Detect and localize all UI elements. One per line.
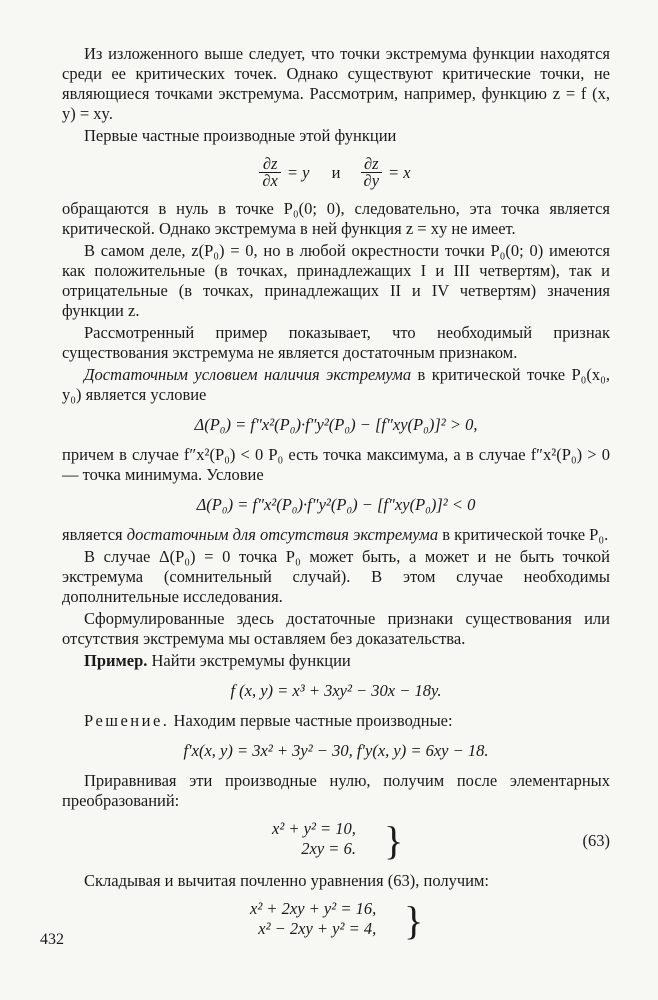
italic-term: достаточным для отсутствия экстремума xyxy=(126,525,439,544)
right-brace: } xyxy=(404,898,424,943)
system-lines xyxy=(250,899,376,939)
paragraph-7: причем в случае f″x²(P₀) < 0 P₀ есть точка максимума, а в случае f″x²(P₀) > 0 — точка минимума. Условие xyxy=(62,445,610,484)
paragraph-8-end: в критической точке P₀. xyxy=(438,525,609,544)
conjunction: и xyxy=(331,162,341,182)
page-number: 432 xyxy=(40,931,64,948)
formula-absence-condition: Δ(P₀) = f″x²(P₀)·f″y²(P₀) − [f″xy(P₀)]² < 0 xyxy=(196,495,476,514)
equation-rhs: = y xyxy=(286,162,310,182)
paragraph-10: Сформулированные здесь достаточные признаки существования или отсутствия экстремума мы оставляем без доказательства. xyxy=(62,609,610,648)
paragraph-5: Рассмотренный пример показывает, что необходимый признак существования экстремума не является достаточным признаком. xyxy=(62,323,610,362)
paragraph-2: Первые частные производные этой функции xyxy=(84,126,397,145)
paragraph-6-rest: в критической точке P₀(x₀, y₀) является условие xyxy=(62,365,611,404)
paragraph-4: В самом деле, z(P₀) = 0, но в любой окрестности точки P₀(0; 0) имеются как положительные (в точках, принадлежащих I и III четвертям), так и отрицательные (в точках, принадлежащих II и IV четвертям) значения функции z. xyxy=(62,241,610,320)
paragraph-1: Из изложенного выше следует, что точки экстремума функции находятся среди ее критических точек. Однако существуют критические точки, не являющиеся точками экстремума. Рассмотрим, например, функцию z = f (x, y) = xy. xyxy=(62,44,610,123)
system-line-2: x² − 2xy + y² = 4, xyxy=(258,919,377,938)
equation-system-sum-diff xyxy=(62,899,610,943)
paragraph-14: Складывая и вычитая почленно уравнения (63), получим: xyxy=(84,871,490,890)
right-brace: } xyxy=(384,818,404,863)
paragraph-13: Приравнивая эти производные нулю, получим после элементарных преобразований: xyxy=(62,771,610,810)
formula-function: f (x, y) = x³ + 3xy² − 30x − 18y. xyxy=(230,681,442,700)
italic-term: Достаточным условием наличия экстремума xyxy=(84,365,412,384)
text-column xyxy=(62,44,610,951)
equation-system-63 xyxy=(62,819,610,863)
fraction-numerator: ∂z xyxy=(259,156,280,173)
formula-partials: f′x(x, y) = 3x² + 3y² − 30, f′y(x, y) = 6xy − 18. xyxy=(183,741,489,760)
paragraph-8-start: является xyxy=(62,525,127,544)
paragraph-11 xyxy=(62,651,610,671)
fraction-dz-dy xyxy=(361,156,382,189)
formula-sufficient-condition: Δ(P₀) = f″x²(P₀)·f″y²(P₀) − [f″xy(P₀)]² > 0, xyxy=(194,415,478,434)
paragraph-12 xyxy=(62,711,610,731)
solution-label: Решение. xyxy=(84,711,170,730)
paragraph-8 xyxy=(62,525,610,545)
partial-derivatives-formula xyxy=(62,156,610,189)
example-label: Пример. xyxy=(84,651,148,670)
system-line-1: x² + 2xy + y² = 16, xyxy=(250,899,377,918)
fraction-denominator: ∂y xyxy=(363,171,380,190)
fraction-numerator: ∂z xyxy=(361,156,382,173)
fraction-dz-dx xyxy=(259,156,280,189)
system-line-1: x² + y² = 10, xyxy=(272,819,356,838)
paragraph-6 xyxy=(62,365,610,405)
paragraph-3: обращаются в нуль в точке P₀(0; 0), следовательно, эта точка является критической. Однако экстремума в ней функция z = xy не имеет. xyxy=(62,199,610,238)
paragraph-9: В случае Δ(P₀) = 0 точка P₀ может быть, а может и не быть точкой экстремума (сомнительный случай). В этом случае необходимы дополнительные исследования. xyxy=(62,547,610,606)
paragraph-11-rest: Найти экстремумы функции xyxy=(147,651,351,670)
equation-rhs: = x xyxy=(388,162,411,182)
system-line-2: 2xy = 6. xyxy=(301,839,356,858)
fraction-denominator: ∂x xyxy=(262,171,278,190)
system-lines xyxy=(272,819,356,859)
equation-number: (63) xyxy=(582,831,610,850)
paragraph-12-rest: Находим первые частные производные: xyxy=(169,711,453,730)
